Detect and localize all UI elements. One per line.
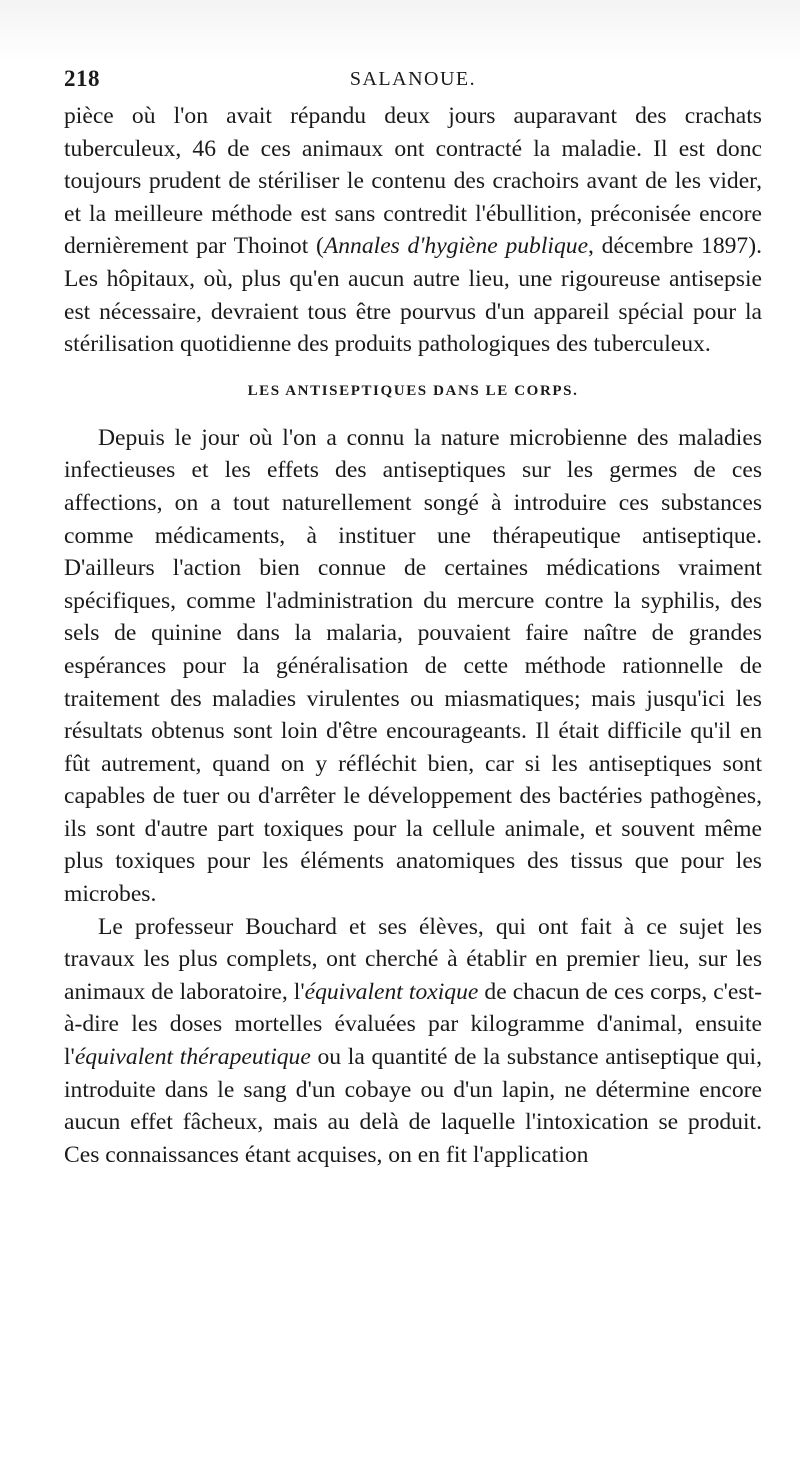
text-run: Le professeur Bouchard et ses élèves, qui ont fait à ce sujet les travaux les plus complets, ont cherché à établir en premier lieu, sur les animaux de laboratoire, l'	[64, 913, 762, 1005]
paragraph-continued	[64, 100, 762, 361]
journal-title: Annales d'hygiène publique	[323, 233, 589, 260]
italic-term: équivalent thérapeutique	[74, 1044, 311, 1071]
section-heading: LES ANTISEPTIQUES DANS LE CORPS.	[247, 382, 579, 399]
page-number: 218	[64, 66, 100, 91]
italic-term: équivalent toxique	[304, 978, 479, 1005]
paragraph	[64, 911, 762, 1172]
text-run: , décembre 1897). Les hôpitaux, où, plus qu'en aucun autre lieu, une rigoureuse antisepsie est nécessaire, devraient tous être pourvus d'un appareil spécial pour la stérilisation quotidienne des produits pathologiques des tuberculeux.	[64, 233, 762, 358]
text-run: pièce où l'on avait répandu deux jours auparavant des crachats tuberculeux, 46 de ces animaux ont contracté la maladie. Il est donc toujours prudent de stériliser le contenu des crachoirs avant de les vider, et la meilleure méthode est sans contredit l'ébullition, préconisée encore dernièrement par Thoinot (	[64, 103, 762, 260]
text-run: ou la quantité de la substance antiseptique qui, introduite dans le sang d'un cobaye ou d'un lapin, ne détermine encore aucun effet fâcheux, mais au delà de laquelle l'intoxication se produit. Ces connaissances étant acquises, on en fit l'application	[64, 1044, 762, 1168]
running-head	[64, 66, 762, 100]
running-title: SALANOUE.	[349, 68, 477, 90]
text-run: de chacun de ces corps, c'est-à-dire les doses mortelles évaluées par kilogramme d'animal, ensuite l'	[64, 978, 762, 1071]
paragraph: Depuis le jour où l'on a connu la nature microbienne des maladies infectieuses et les effets des antiseptiques sur les germes de ces affections, on a tout naturellement songé à introduire ces substances comme médicaments, à instituer une thérapeutique antiseptique. D'ailleurs l'action bien connue de certaines médications vraiment spécifiques, comme l'administration du mercure contre la syphilis, des sels de quinine dans la malaria, pouvaient faire naître de grandes espérances pour la généralisation de cette méthode rationnelle de traitement des maladies virulentes ou miasmatiques; mais jusqu'ici les résultats obtenus sont loin d'être encourageants. Il était difficile qu'il en fût autrement, quand on y réfléchit bien, car si les antiseptiques sont capables de tuer ou d'arrêter le développement des bactéries pathogènes, ils sont d'autre part toxiques pour la cellule animale, et souvent même plus toxiques pour les éléments anatomiques des tissus que pour les microbes.	[64, 424, 762, 908]
